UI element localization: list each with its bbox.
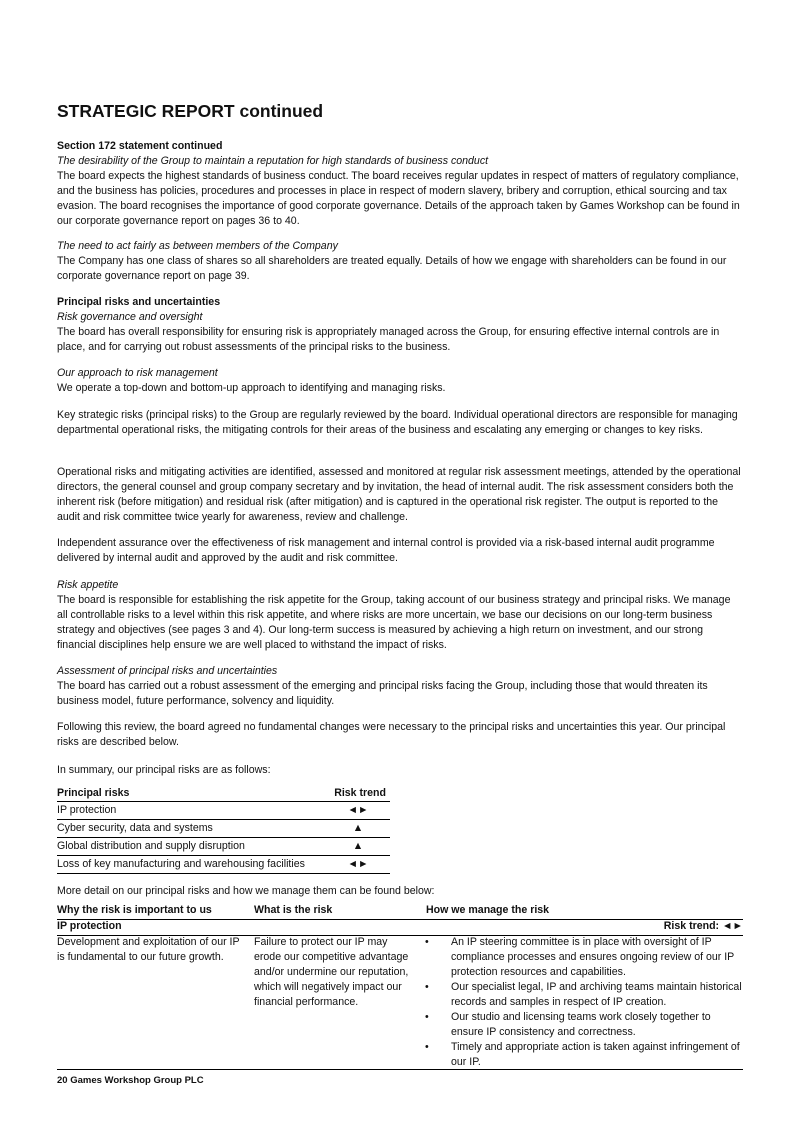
risk-name: IP protection bbox=[57, 802, 326, 820]
subheading-appetite: Risk appetite bbox=[57, 579, 119, 591]
detail-intro: More detail on our principal risks and how we manage them can be found below: bbox=[57, 885, 435, 897]
list-item-text: Timely and appropriate action is taken against infringement of our IP. bbox=[451, 1041, 740, 1068]
bullet-icon: • bbox=[425, 1041, 429, 1053]
subheading-members: The need to act fairly as between members of the Company bbox=[57, 240, 338, 252]
paragraph-assessment-2: Following this review, the board agreed no fundamental changes were necessary to the principal risks and uncertainties this year. Our principal risks are described below. bbox=[57, 721, 726, 748]
trend-stable-icon: ◄► bbox=[326, 802, 390, 820]
column-header-how: How we manage the risk bbox=[426, 904, 550, 916]
section-assessment bbox=[57, 664, 743, 709]
trend-stable-icon: ◄► bbox=[326, 856, 390, 874]
risk-name: Cyber security, data and systems bbox=[57, 820, 326, 838]
list-item bbox=[425, 1040, 743, 1070]
page-footer: 20 Games Workshop Group PLC bbox=[57, 1075, 204, 1086]
subheading-assessment: Assessment of principal risks and uncertainties bbox=[57, 665, 278, 677]
section-172 bbox=[57, 139, 743, 229]
bullet-icon: • bbox=[425, 1011, 429, 1023]
section-approach bbox=[57, 366, 743, 396]
table-row bbox=[57, 856, 390, 874]
paragraph-reputation: The board expects the highest standards of business conduct. The board receives regular updates in respect of matters of regulatory compliance, and the business has policies, procedures and processes in place in respect of modern slavery, bribery and corruption, ethical sourcing and tax evasion. The board recognises the importance of good corporate governance. Details of the approach taken by Games Workshop can be found in our corporate governance report on pages 36 to 40. bbox=[57, 170, 740, 227]
principal-risks-table bbox=[57, 785, 390, 874]
trend-up-icon: ▲ bbox=[326, 820, 390, 838]
list-item bbox=[425, 935, 743, 980]
what-cell: Failure to protect our IP may erode our competitive advantage and/or undermine our reputation, which will negatively impact our financial performance. bbox=[254, 936, 409, 1008]
column-header-trend: Risk trend bbox=[326, 785, 390, 802]
paragraph-approach-1: We operate a top-down and bottom-up approach to identifying and managing risks. bbox=[57, 382, 446, 394]
list-item-text: Our studio and licensing teams work closely together to ensure IP consistency and correctness. bbox=[451, 1011, 711, 1038]
table-bottom-divider bbox=[57, 1069, 743, 1070]
subheading-approach: Our approach to risk management bbox=[57, 367, 218, 379]
summary-intro: In summary, our principal risks are as follows: bbox=[57, 764, 271, 776]
risk-title: IP protection bbox=[57, 920, 122, 932]
risk-name: Global distribution and supply disruption bbox=[57, 838, 326, 856]
bullet-icon: • bbox=[425, 936, 429, 948]
column-header-why: Why the risk is important to us bbox=[57, 904, 212, 916]
paragraph-approach-3: Operational risks and mitigating activities are identified, assessed and monitored at regular risk assessment meetings, attended by the operational directors, the general counsel and group company secretary and by invitation, the head of internal audit. The risk assessment considers both the inherent risk (before mitigation) and residual risk (after mitigation) and is captured in the operational risk register. The output is reported to the audit and risk committee twice yearly for awareness, review and challenge. bbox=[57, 466, 741, 523]
list-item-text: An IP steering committee is in place with oversight of IP compliance processes and ensures ongoing review of our IP protection resources and capabilities. bbox=[451, 936, 735, 978]
paragraph-approach-2: Key strategic risks (principal risks) to the Group are regularly reviewed by the board. Individual operational directors are responsible for managing departmental operational risks, the mitigating controls for their areas of the business and escalating any emerging or changes to key risks. bbox=[57, 409, 738, 436]
table-header-row bbox=[57, 785, 390, 802]
list-item-text: Our specialist legal, IP and archiving teams maintain historical records and samples in respect of IP creation. bbox=[451, 981, 742, 1008]
table-row bbox=[57, 838, 390, 856]
list-item bbox=[425, 980, 743, 1010]
risk-name: Loss of key manufacturing and warehousing facilities bbox=[57, 856, 326, 874]
table-row bbox=[57, 802, 390, 820]
paragraph-appetite: The board is responsible for establishing the risk appetite for the Group, taking account of our business strategy and principal risks. We manage all controllable risks to a level within this risk appetite, and where risks are more uncertain, we base our decisions on our long-term business strategy and objectives (see pages 3 and 4). Our long-term success is measured by achieving a high return on investment, and our strong financial disciplines help ensure we are well placed to withstand the impact of risks. bbox=[57, 594, 731, 651]
paragraph-governance: The board has overall responsibility for ensuring risk is appropriately managed across the Group, for ensuring effective internal controls are in place, and for carrying out robust assessments of the principal risks to the business. bbox=[57, 326, 720, 353]
risk-title-row bbox=[57, 919, 743, 936]
column-header-what: What is the risk bbox=[254, 904, 333, 916]
trend-up-icon: ▲ bbox=[326, 838, 390, 856]
risk-trend-label: Risk trend: ◄► bbox=[663, 920, 743, 932]
section-members bbox=[57, 239, 743, 284]
table-row bbox=[57, 820, 390, 838]
page-title: STRATEGIC REPORT continued bbox=[57, 101, 324, 121]
detail-table-header bbox=[57, 903, 743, 920]
section-risk-governance bbox=[57, 295, 743, 355]
subheading-reputation: The desirability of the Group to maintain a reputation for high standards of business conduct bbox=[57, 155, 489, 167]
risks-heading: Principal risks and uncertainties bbox=[57, 296, 221, 308]
section-heading: Section 172 statement continued bbox=[57, 140, 223, 152]
paragraph-members: The Company has one class of shares so all shareholders are treated equally. Details of how we engage with shareholders can be found in our corporate governance report on page 39. bbox=[57, 255, 727, 282]
list-item bbox=[425, 1010, 743, 1040]
column-header-risk: Principal risks bbox=[57, 785, 326, 802]
paragraph-approach-4: Independent assurance over the effectiveness of risk management and internal control is provided via a risk-based internal audit programme delivered by internal audit and approved by the audit and risk committee. bbox=[57, 537, 715, 564]
section-appetite bbox=[57, 578, 743, 653]
paragraph-assessment-1: The board has carried out a robust assessment of the emerging and principal risks facing the Group, including those that would threaten its business model, future performance, solvency and liquidity. bbox=[57, 680, 708, 707]
bullet-icon: • bbox=[425, 981, 429, 993]
how-list bbox=[425, 935, 743, 1070]
subheading-governance: Risk governance and oversight bbox=[57, 311, 203, 323]
why-cell: Development and exploitation of our IP is fundamental to our future growth. bbox=[57, 936, 240, 963]
